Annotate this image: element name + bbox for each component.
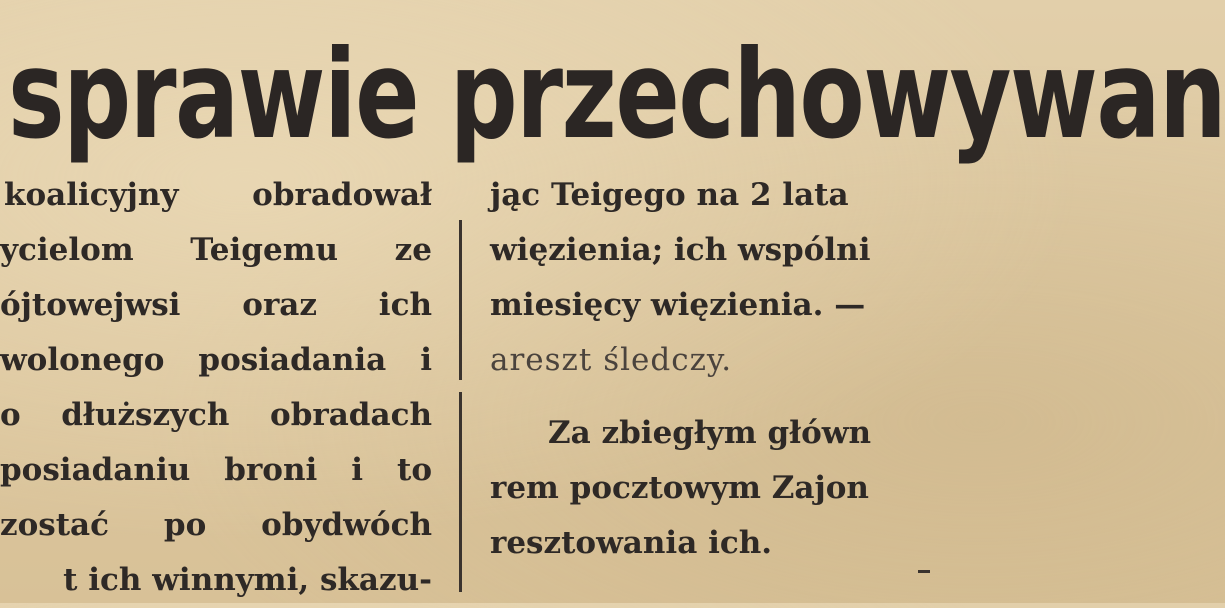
paragraph-spacer — [490, 388, 930, 406]
right-column-line: więzienia; ich wspólni — [490, 232, 871, 268]
right-column-line: miesięcy więzienia. — — [490, 287, 866, 323]
headline: sprawie przechowywan — [8, 24, 1225, 166]
left-column-line: ójtowejwsi oraz ich — [0, 287, 432, 323]
left-column-line: t ich winnymi, skazu- — [63, 562, 432, 598]
left-column-line: zostać po obydwóch — [0, 507, 432, 543]
left-column-line: posiadaniu broni i to — [0, 452, 432, 488]
right-column-line: Za zbiegłym główn — [548, 415, 872, 451]
column-rule — [459, 220, 462, 380]
right-column-line: areszt śledczy. — [490, 342, 733, 378]
column-rule — [459, 392, 462, 592]
right-column-line: rem pocztowym Zajon — [490, 470, 869, 506]
right-column — [490, 168, 930, 571]
section-dash — [918, 570, 930, 573]
left-column-line: koalicyjny obradował — [4, 177, 432, 213]
right-column-line: jąc Teigego na 2 lata — [490, 177, 849, 213]
left-column-line: ycielom Teigemu ze — [0, 232, 432, 268]
right-column-line: resztowania ich. — [490, 525, 773, 561]
left-column-line: o dłuższych obradach — [0, 397, 432, 433]
left-column-line: wolonego posiadania i — [0, 342, 432, 378]
left-column — [0, 168, 432, 608]
